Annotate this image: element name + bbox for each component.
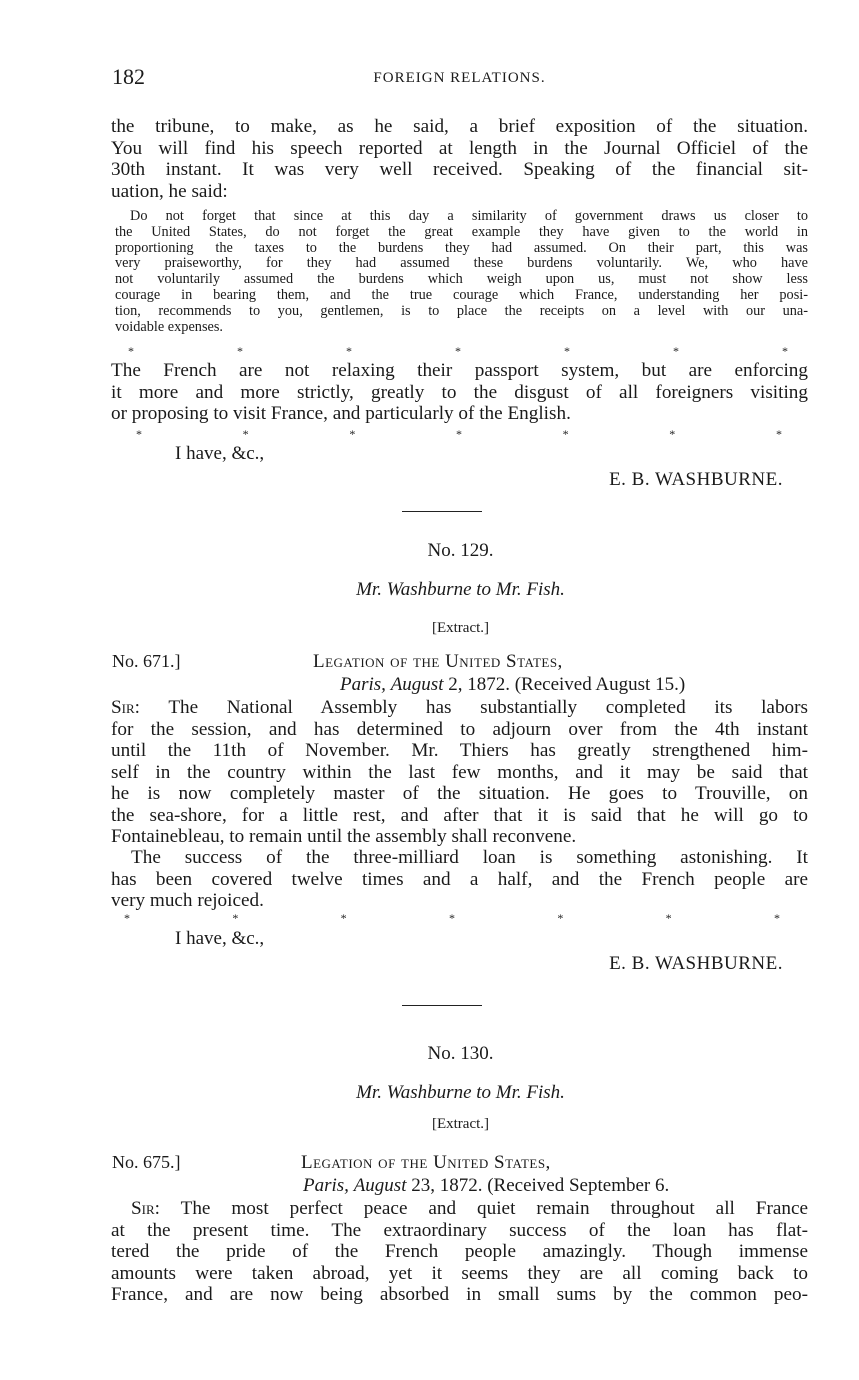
star: * — [448, 911, 455, 925]
quote-line: proportioning the taxes to the burdens they had assumed. On their part, this was — [115, 239, 808, 256]
closing-greeting: I have, &c., — [175, 443, 265, 464]
quote-line: Do not forget that since at this day a similarity of government draws us closer to — [130, 208, 808, 224]
ellipsis-stars — [128, 345, 788, 357]
text-line: has been covered twelve times and a half, and the French people are — [111, 868, 808, 890]
salutation: Sir: — [131, 1198, 161, 1219]
text-line: amounts were taken abroad, yet it seems they are all coming back to — [111, 1262, 808, 1284]
correspondence-heading: Mr. Washburne to Mr. Fish. — [356, 579, 565, 600]
dateline — [303, 1175, 669, 1197]
star: * — [669, 427, 676, 441]
star: * — [340, 911, 347, 925]
text-line: at the present time. The extraordinary success of the loan has flat- — [111, 1219, 808, 1241]
section-divider — [402, 511, 482, 512]
star: * — [455, 427, 462, 441]
block-quote — [115, 209, 808, 335]
star: * — [346, 344, 352, 358]
date-month: August — [353, 1175, 407, 1196]
star: * — [775, 427, 782, 441]
signature: E. B. WASHBURNE. — [609, 469, 783, 490]
text-line: The success of the three-milliard loan is something astonishing. It — [131, 847, 808, 868]
dateline — [340, 674, 685, 696]
date-month: August — [390, 674, 444, 695]
text-line: very much rejoiced. — [111, 890, 264, 911]
star: * — [242, 427, 249, 441]
star: * — [124, 911, 130, 925]
signature: E. B. WASHBURNE. — [609, 953, 783, 974]
star: * — [232, 911, 239, 925]
quote-line: tion, recommends to you, gentlemen, is to place the receipts on a level with our una- — [115, 302, 808, 319]
text-line: The French are not relaxing their passport system, but are enforcing — [111, 360, 808, 381]
text-line: Fontainebleau, to remain until the assembly shall reconvene. — [111, 826, 577, 847]
section-divider — [402, 1005, 482, 1006]
document-number-heading: No. 130. — [427, 1043, 494, 1064]
legation-text: Legation of the United States, — [313, 651, 563, 672]
line-text: The most perfect peace and quiet remain throughout all France — [180, 1198, 808, 1219]
text-line: he is now completely master of the situation. He goes to Trouville, on — [111, 783, 808, 804]
quote-line: not voluntarily assumed the burdens which weigh upon us, must not show less — [115, 271, 808, 288]
star: * — [128, 344, 134, 358]
ellipsis-stars — [124, 912, 780, 924]
text-line: uation, he said: — [111, 180, 228, 202]
salutation: Sir: — [111, 697, 141, 718]
text-line: self in the country within the last few months, and it may be said that — [111, 761, 808, 783]
page-number: 182 — [112, 64, 145, 89]
legation-text: Legation of the United States, — [301, 1152, 551, 1173]
star: * — [136, 427, 142, 441]
star: * — [564, 344, 570, 358]
text-line: until the 11th of November. Mr. Thiers has greatly strengthened him- — [111, 740, 808, 761]
star: * — [349, 427, 356, 441]
date-place: Paris, — [340, 674, 386, 695]
text-line: tered the pride of the French people amazingly. Though immense — [111, 1241, 808, 1262]
quote-line: very praiseworthy, for they had assumed these burdens voluntarily. We, who have — [115, 255, 808, 272]
text-line: France, and are now being absorbed in small sums by the common peo- — [111, 1284, 808, 1305]
star: * — [673, 344, 679, 358]
text-line: You will find his speech reported at length in the Journal Officiel of the — [111, 137, 808, 159]
dispatch-body — [111, 1198, 808, 1306]
star: * — [557, 911, 564, 925]
text-line: or proposing to visit France, and particularly of the English. — [111, 403, 571, 424]
text-line — [111, 1198, 808, 1220]
date-rest: 23, 1872. (Received September 6. — [411, 1175, 670, 1196]
star: * — [782, 344, 788, 358]
text-line — [111, 697, 808, 719]
star: * — [562, 427, 569, 441]
star: * — [665, 911, 672, 925]
extract-label: [Extract.] — [431, 620, 490, 636]
star: * — [773, 911, 780, 925]
legation-heading — [313, 651, 563, 673]
text-line: the sea-shore, for a little rest, and after that it is said that he will go to — [111, 804, 808, 826]
dispatch-number: No. 675.] — [112, 1152, 181, 1172]
date-rest: 2, 1872. (Received August 15.) — [448, 674, 686, 695]
text-line: for the session, and has determined to adjourn over from the 4th instant — [111, 718, 808, 740]
date-place: Paris, — [303, 1175, 349, 1196]
text-line: the tribune, to make, as he said, a brief exposition of the situation. — [111, 116, 808, 137]
quote-line: the United States, do not forget the great example they have given to the world in — [115, 223, 808, 240]
star: * — [237, 344, 243, 358]
ellipsis-stars — [136, 428, 782, 440]
quote-line: courage in bearing them, and the true courage which France, understanding her posi- — [115, 286, 808, 303]
quote-line: voidable expenses. — [115, 318, 223, 335]
dispatch-body — [111, 697, 808, 848]
loan-paragraph — [111, 847, 808, 912]
running-title: FOREIGN RELATIONS. — [373, 70, 546, 86]
document-number-heading: No. 129. — [427, 540, 494, 561]
legation-heading — [301, 1152, 551, 1174]
passport-paragraph — [111, 360, 808, 425]
star: * — [455, 344, 461, 358]
dispatch-number: No. 671.] — [112, 651, 181, 671]
correspondence-heading: Mr. Washburne to Mr. Fish. — [356, 1082, 565, 1103]
closing-greeting: I have, &c., — [175, 928, 265, 949]
extract-label: [Extract.] — [431, 1116, 490, 1132]
text-line: it more and more strictly, greatly to the disgust of all foreigners visiting — [111, 381, 808, 403]
line-text: The National Assembly has substantially completed its labors — [168, 697, 808, 718]
text-line: 30th instant. It was very well received. Speaking of the financial sit- — [111, 159, 808, 180]
continued-paragraph — [111, 116, 808, 202]
